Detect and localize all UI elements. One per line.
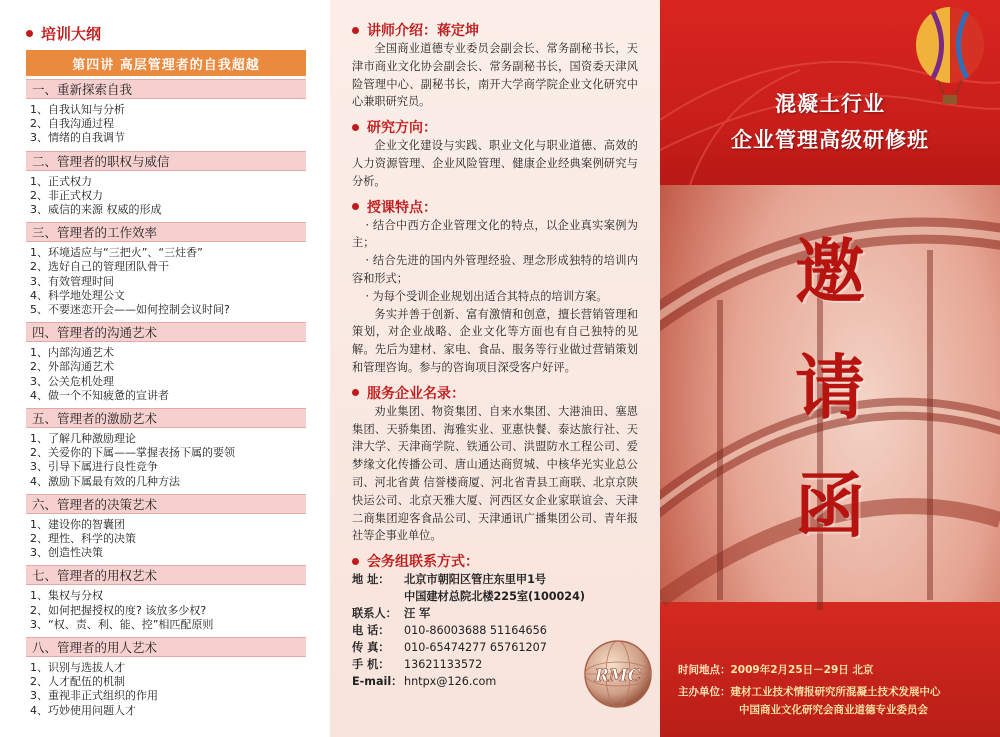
list-item: 2、外部沟通艺术	[30, 360, 114, 374]
list-item: 3、引导下属进行良性竞争	[30, 460, 158, 474]
chapter-heading: 二、管理者的职权与威信	[26, 151, 306, 171]
bullet-icon	[352, 124, 359, 131]
list-item: 1、正式权力	[30, 174, 92, 188]
contact-person-label: 联系人：	[352, 607, 397, 621]
teaching-point: · 结合先进的国内外管理经验、理念形成独特的培训内容和形式；	[352, 254, 638, 285]
chapter-heading: 六、管理者的决策艺术	[26, 494, 306, 514]
address-line-2: 中国建材总院北楼225室(100024)	[404, 590, 585, 604]
list-item: 1、自我认知与分析	[30, 103, 125, 116]
cover-title-line-1: 混凝土行业	[775, 92, 885, 116]
list-item: 4、激励下属最有效的几种方法	[30, 474, 180, 488]
list-item: 4、做一个不知疲惫的宣讲者	[30, 388, 169, 402]
list-item: 2、理性、科学的决策	[30, 532, 136, 546]
teaching-text: 务实并善于创新、富有激情和创意，擅长营销管理和策划，对企业战略、企业文化等方面也有自己独特的见解。先后为建材、家电、食品、服务等行业做过营销策划和管理咨询。参与的咨询项目深受客户好评。	[352, 307, 638, 374]
rmc-logo-icon	[582, 638, 654, 710]
email-address: hntpx@126.com	[404, 675, 497, 689]
chapter-items	[26, 242, 306, 319]
lecture-banner: 第四讲 高层管理者的自我超越	[26, 50, 306, 76]
contact-person: 汪 军	[404, 607, 431, 621]
teaching-heading: 授课特点：	[352, 197, 638, 217]
list-item: 4、科学地处理公文	[30, 288, 125, 302]
outline-panel	[0, 0, 330, 737]
outline-title: 培训大纲	[26, 22, 306, 44]
list-item: 1、识别与选拔人才	[30, 661, 125, 675]
chapter-items	[26, 657, 306, 720]
list-item: 2、人才配伍的机制	[30, 675, 125, 689]
chapter-heading: 五、管理者的激励艺术	[26, 408, 306, 428]
cover-title-line-2: 企业管理高级研修班	[731, 128, 929, 152]
list-item: 3、有效管理时间	[30, 274, 114, 288]
list-item: 3、威信的来源 权威的形成	[30, 203, 162, 217]
list-item: 3、“权、责、利、能、控”相匹配原则	[30, 617, 214, 631]
research-heading: 研究方向：	[352, 117, 638, 137]
mobile-label: 手 机：	[352, 658, 390, 672]
time-place-value: 2009年2月25日－29日 北京	[730, 664, 874, 676]
list-item: 1、环境适应与“三把火”、“三炷香”	[30, 246, 203, 260]
list-item: 3、情绪的自我调节	[30, 131, 125, 145]
cover-panel	[660, 0, 1000, 737]
mobile-number: 13621133572	[404, 658, 483, 672]
list-item: 1、集权与分权	[30, 589, 103, 603]
list-item: 2、自我沟通过程	[30, 117, 114, 131]
chapter-items	[26, 585, 306, 634]
clients-text: 劝业集团、物资集团、自来水集团、大港油田、塞恩集团、天骄集团、海雅实业、亚惠快餐、泰达旅行社、天津大学、天津商学院、铁通公司、洪盟防水工程公司、爱梦缘文化传播公司、唐山通达商贸城、中核华光实业总公司、河北省黄 信誉楼商厦、河北省青县工商联、北京京陕快运公司、北京天雅大厦、河西区女企业家联谊会、天津二商集团迎客食品公司、天津通讯广播集团公司、青年报社等企事业单位。	[352, 404, 638, 543]
chapter-items	[26, 428, 306, 491]
fax-number: 010-65474277 65761207	[404, 641, 547, 655]
list-item: 2、选好自己的管理团队骨干	[30, 260, 169, 274]
list-item: 4、巧妙使用问题人才	[30, 703, 136, 717]
email-label: E-mail：	[352, 675, 403, 689]
organizer-1: 建材工业技术情报研究所混凝土技术发展中心	[730, 686, 941, 698]
clients-heading: 服务企业名录：	[352, 383, 638, 403]
contact-heading: 会务组联系方式：	[352, 551, 638, 571]
list-item: 3、重视非正式组织的作用	[30, 689, 158, 703]
list-item: 2、如何把握授权的度? 该放多少权?	[30, 603, 207, 617]
bullet-icon	[352, 389, 359, 396]
bullet-icon	[26, 30, 33, 37]
list-item: 1、了解几种激励理论	[30, 432, 136, 446]
invite-char-2: 请	[795, 346, 865, 429]
chapter-heading: 四、管理者的沟通艺术	[26, 322, 306, 342]
chapter-items	[26, 171, 306, 220]
invite-char-3: 函	[795, 464, 865, 547]
phone-number: 010-86003688 51164656	[404, 624, 547, 638]
chapter-list	[26, 79, 306, 720]
organizer-2: 中国商业文化研究会商业道德专业委员会	[739, 704, 928, 716]
chapter-items	[26, 342, 306, 405]
list-item: 2、非正式权力	[30, 188, 103, 202]
list-item: 1、内部沟通艺术	[30, 346, 114, 360]
logo-text: RMC	[594, 666, 642, 686]
bullet-icon	[352, 27, 359, 34]
address-label: 地 址：	[352, 573, 390, 587]
chapter-items	[26, 99, 306, 148]
time-place-label: 时间地点：	[678, 664, 731, 676]
teaching-point: · 为每个受训企业规划出适合其特点的培训方案。	[365, 289, 608, 303]
organizer	[678, 684, 941, 699]
bullet-icon	[352, 558, 359, 565]
address-line-1: 北京市朝阳区管庄东里甲1号	[404, 573, 547, 587]
lecturer-heading: 讲师介绍：蒋定坤	[352, 20, 638, 40]
time-place	[678, 662, 873, 677]
chapter-heading: 一、重新探索自我	[26, 79, 306, 99]
list-item: 5、不要迷恋开会——如何控制会议时间?	[30, 303, 230, 317]
phone-label: 电 话：	[352, 624, 390, 638]
chapter-heading: 七、管理者的用权艺术	[26, 565, 306, 585]
chapter-heading: 三、管理者的工作效率	[26, 222, 306, 242]
list-item: 3、创造性决策	[30, 546, 103, 560]
list-item: 3、公关危机处理	[30, 374, 114, 388]
list-item: 2、关爱你的下属——掌握表扬下属的要领	[30, 446, 235, 460]
lecturer-text: 全国商业道德专业委员会副会长、常务副秘书长，天津市商业文化协会副会长、常务副秘书长，国资委天津风险管理中心、副秘书长，南开大学商学院企业文化研究中心兼职研究员。	[352, 42, 638, 109]
organizer-label: 主办单位：	[678, 686, 731, 698]
fax-label: 传 真：	[352, 641, 390, 655]
chapter-heading: 八、管理者的用人艺术	[26, 637, 306, 657]
chapter-items	[26, 514, 306, 563]
info-panel	[330, 0, 660, 737]
teaching-point: · 结合中西方企业管理文化的特点，以企业真实案例为主；	[352, 218, 638, 250]
list-item: 1、建设你的智囊团	[30, 517, 125, 531]
research-text: 企业文化建设与实践、职业文化与职业道德、高效的人力资源管理、企业风险管理、健康企业经典案例研究与分析。	[352, 139, 638, 188]
bullet-icon	[352, 203, 359, 210]
invite-char-1: 邀	[795, 230, 865, 313]
